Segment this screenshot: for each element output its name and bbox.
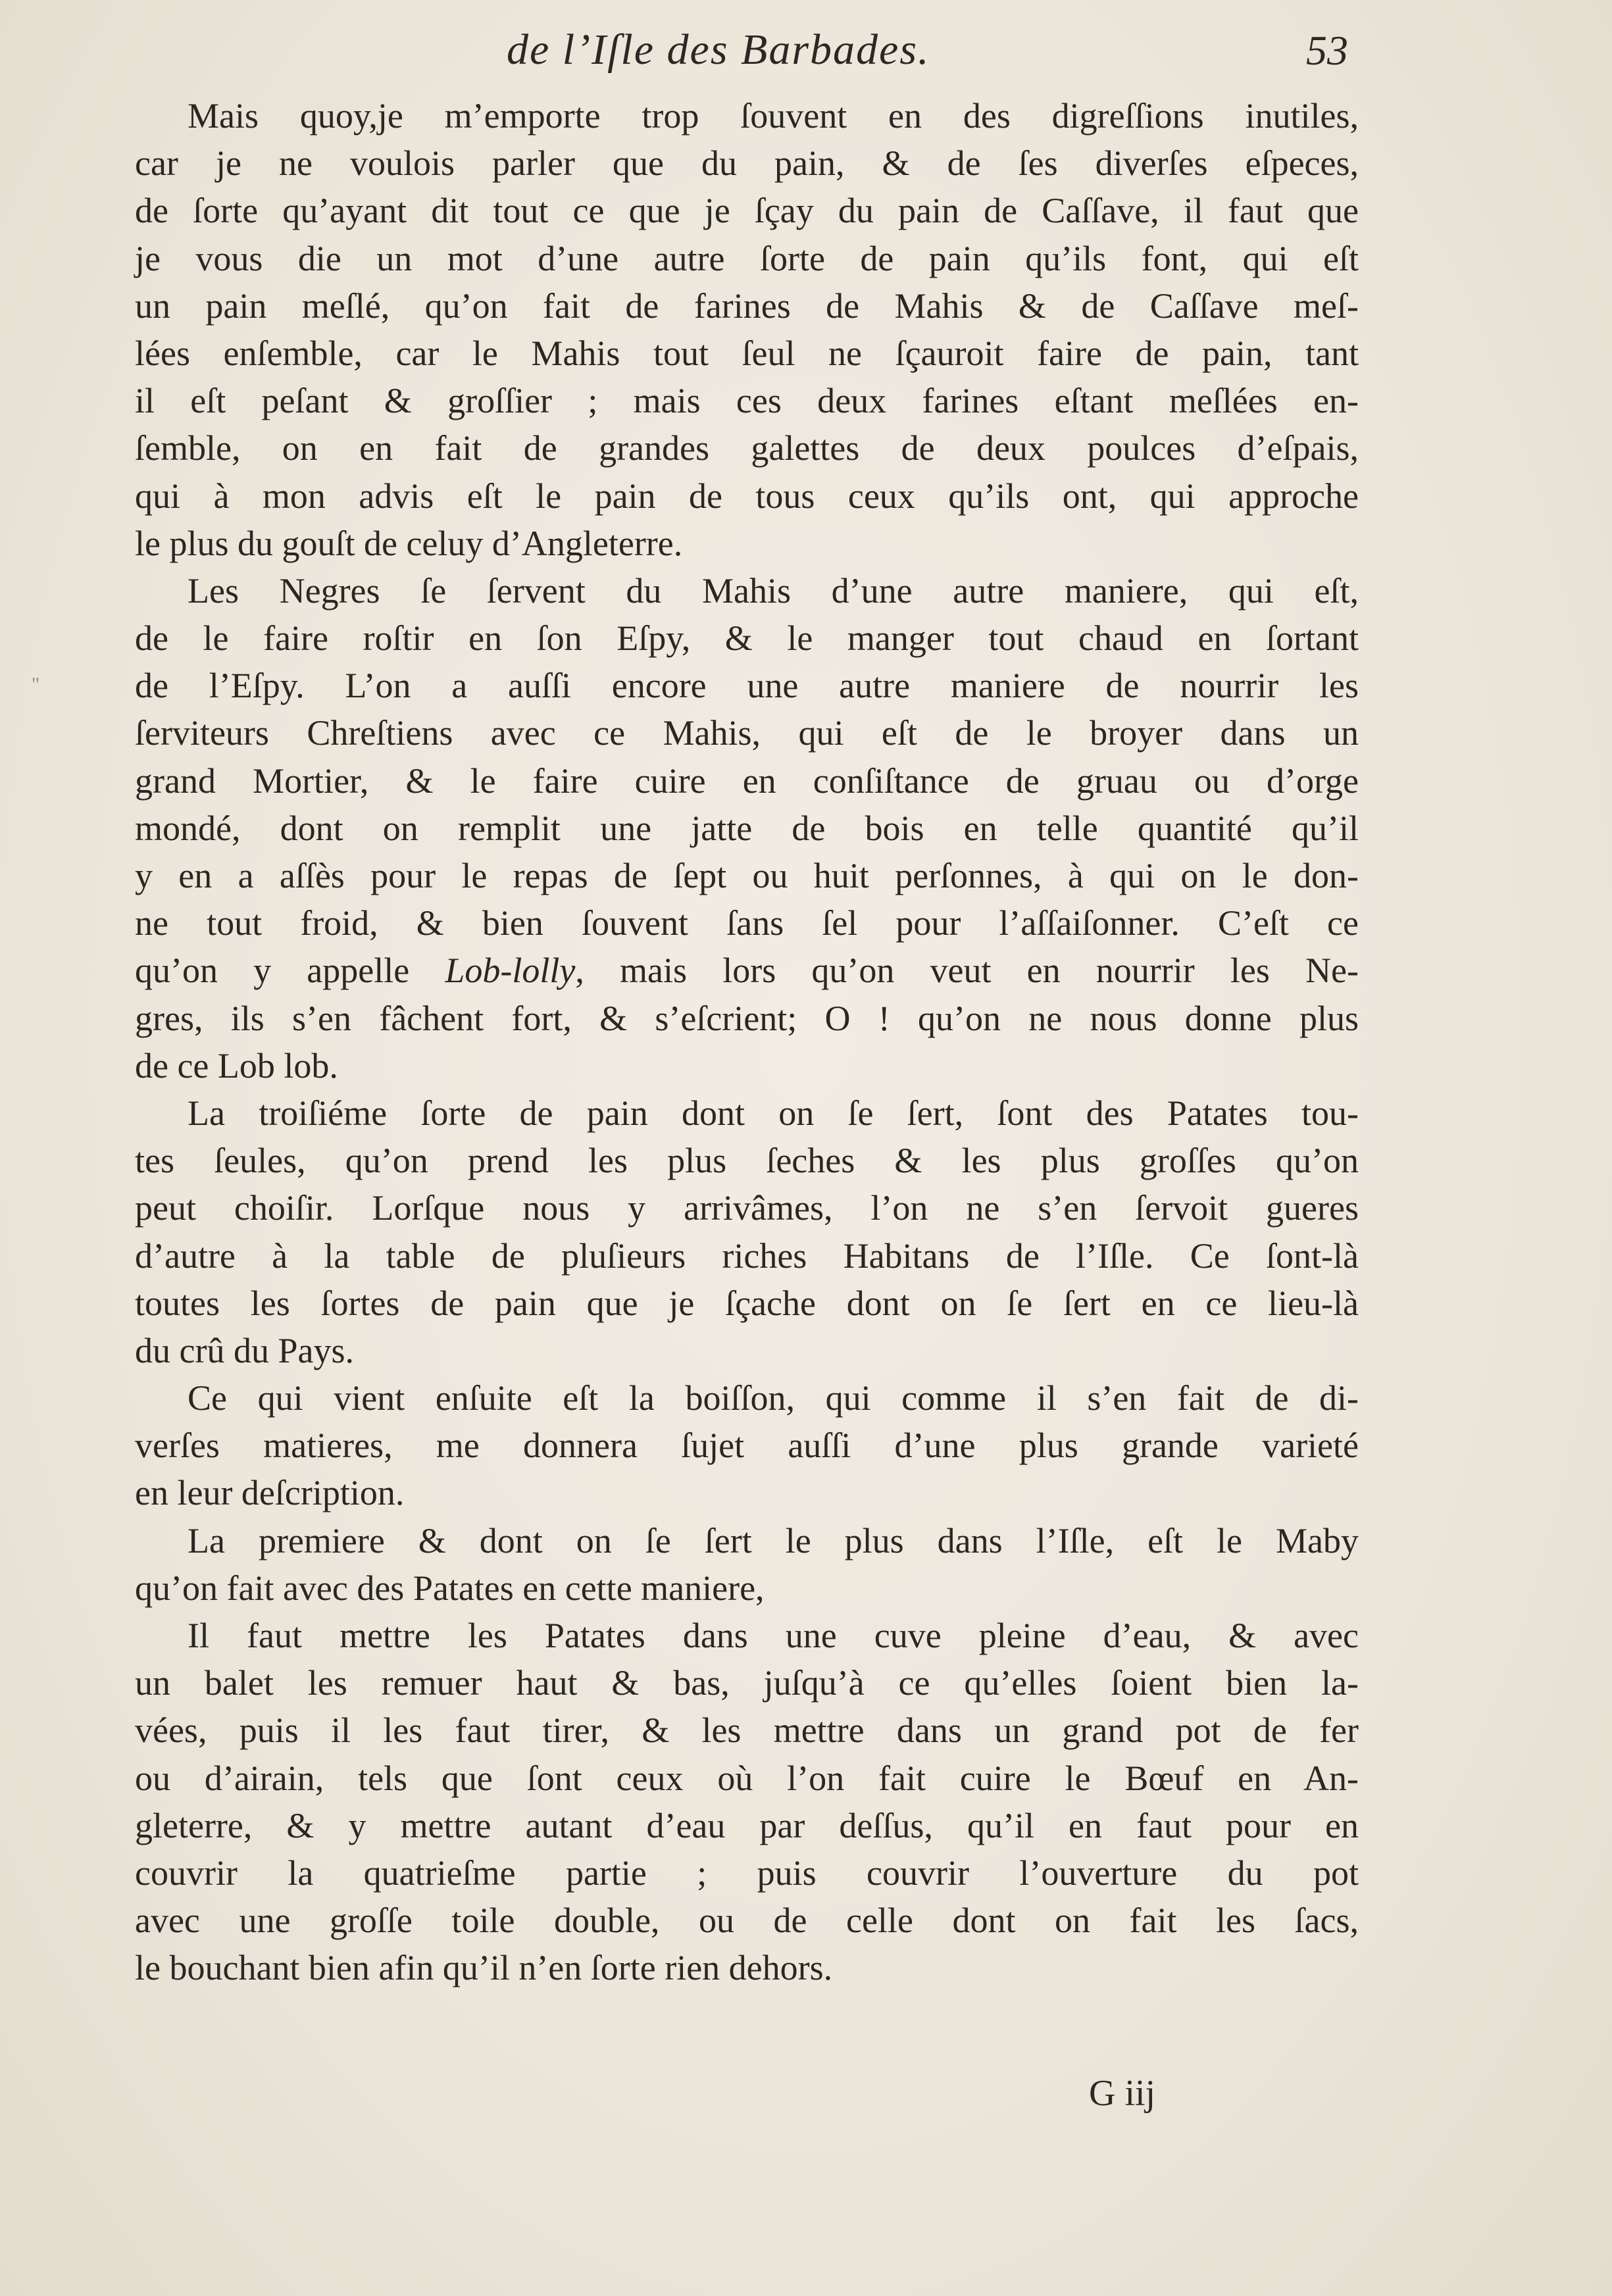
text-line: un pain meſlé, qu’on fait de farines de Mahis & de Caſſave meſ- — [135, 286, 1359, 326]
text-line: le bouchant bien afin qu’il n’en ſorte rien dehors. — [135, 1948, 833, 1988]
text-fragment: qu’on y appelle — [135, 951, 445, 991]
text-line: Il faut mettre les Patates dans une cuve pleine d’eau, & avec — [188, 1616, 1359, 1655]
text-line: car je ne voulois parler que du pain, & de ſes diverſes eſpeces, — [135, 143, 1359, 184]
text-line: Mais quoy,je m’emporte trop ſouvent en des digreſſions inutiles, — [188, 96, 1359, 136]
margin-speck: " — [32, 674, 40, 695]
text-line: grand Mortier, & le faire cuire en conſiſtance de gruau ou d’orge — [135, 761, 1359, 801]
text-line: toutes les ſortes de pain que je ſçache dont on ſe ſert en ce lieu-là — [135, 1283, 1359, 1323]
text-line: Ce qui vient enſuite eſt la boiſſon, qui comme il s’en fait de di- — [188, 1378, 1359, 1418]
text-line: gleterre, & y mettre autant d’eau par deſſus, qu’il en faut pour en — [135, 1805, 1359, 1845]
body-text — [135, 92, 1359, 1992]
text-line: d’autre à la table de pluſieurs riches Habitans de l’Iſle. Ce ſont-là — [135, 1235, 1359, 1276]
text-line: ou d’airain, tels que ſont ceux où l’on fait cuire le Bœuf en An- — [135, 1758, 1359, 1798]
paragraph — [135, 1612, 1359, 1992]
text-line: lées enſemble, car le Mahis tout ſeul ne ſçauroit faire de pain, tant — [135, 333, 1359, 373]
text-line: Les Negres ſe ſervent du Mahis d’une autre maniere, qui eſt, — [188, 570, 1359, 611]
text-line: vées, puis il les faut tirer, & les mettre dans un grand pot de fer — [135, 1710, 1359, 1751]
text-line: La troiſiéme ſorte de pain dont on ſe ſert, ſont des Patates tou- — [188, 1093, 1359, 1133]
text-line: La premiere & dont on ſe ſert le plus dans l’Iſle, eſt le Maby — [188, 1520, 1359, 1560]
text-line: de le faire roſtir en ſon Eſpy, & le manger tout chaud en ſortant — [135, 618, 1359, 659]
text-line: de ce Lob lob. — [135, 1045, 338, 1086]
paragraph — [135, 1374, 1359, 1517]
text-line — [135, 947, 1359, 994]
text-line: tes ſeules, qu’on prend les plus ſeches & les plus groſſes qu’on — [135, 1141, 1359, 1181]
text-line: qu’on fait avec des Patates en cette maniere, — [135, 1568, 765, 1608]
text-fragment: , mais lors qu’on veut en nourrir les Ne- — [575, 951, 1359, 991]
text-line: en leur deſcription. — [135, 1473, 405, 1513]
text-line: ſerviteurs Chreſtiens avec ce Mahis, qui eſt de le broyer dans un — [135, 713, 1359, 753]
signature-mark: G iij — [1089, 2073, 1156, 2114]
text-line: verſes matieres, me donnera ſujet auſſi d’une plus grande varieté — [135, 1426, 1359, 1466]
text-line: le plus du gouſt de celuy d’Angleterre. — [135, 523, 683, 563]
text-line: qui à mon advis eſt le pain de tous ceux qu’ils ont, qui approche — [135, 476, 1359, 516]
text-line: mondé, dont on remplit une jatte de bois en telle quantité qu’il — [135, 808, 1359, 848]
page-number: 53 — [1306, 27, 1348, 74]
paragraph — [135, 1089, 1359, 1374]
text-line: couvrir la quatrieſme partie ; puis couvrir l’ouverture du pot — [135, 1853, 1359, 1893]
text-line: de ſorte qu’ayant dit tout ce que je ſçay du pain de Caſſave, il faut que — [135, 191, 1359, 231]
paragraph — [135, 567, 1359, 1089]
running-title: de l’Iſle des Barbades. — [507, 26, 930, 74]
text-line: ne tout froid, & bien ſouvent ſans ſel pour l’aſſaiſonner. C’eſt ce — [135, 903, 1359, 943]
paragraph — [135, 1517, 1359, 1612]
text-line: de l’Eſpy. L’on a auſſi encore une autre maniere de nourrir les — [135, 666, 1359, 706]
text-line: gres, ils s’en fâchent fort, & s’eſcrient; O ! qu’on ne nous donne plus — [135, 998, 1359, 1038]
text-line: peut choiſir. Lorſque nous y arrivâmes, l’on ne s’en ſervoit gueres — [135, 1188, 1359, 1228]
paragraph — [135, 92, 1359, 567]
text-line: ſemble, on en fait de grandes galettes de deux poulces d’eſpais, — [135, 428, 1359, 468]
text-line: un balet les remuer haut & bas, juſqu’à ce qu’elles ſoient bien la- — [135, 1663, 1359, 1703]
italic-term: Lob-lolly — [445, 951, 576, 991]
text-line: du crû du Pays. — [135, 1330, 354, 1370]
text-line: il eſt peſant & groſſier ; mais ces deux farines eſtant meſlées en- — [135, 381, 1359, 421]
text-line: avec une groſſe toile double, ou de celle dont on fait les ſacs, — [135, 1901, 1359, 1941]
page-header — [0, 25, 1612, 78]
text-line: y en a aſſès pour le repas de ſept ou huit perſonnes, à qui on le don- — [135, 856, 1359, 895]
text-line: je vous die un mot d’une autre ſorte de pain qu’ils font, qui eſt — [135, 238, 1359, 278]
